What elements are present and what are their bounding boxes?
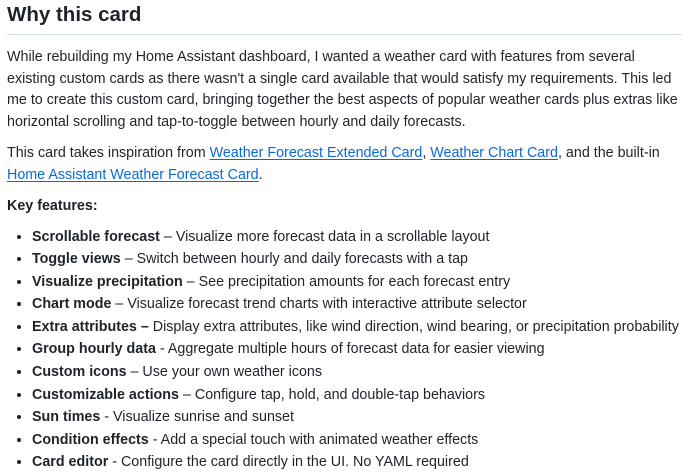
feature-name: Visualize precipitation	[32, 273, 183, 290]
weather-chart-card-link[interactable]: Weather Chart Card	[430, 145, 558, 161]
feature-description: – Switch between hourly and daily forecasts with a tap	[120, 251, 469, 268]
feature-name: Extra attributes –	[32, 318, 149, 335]
feature-name: Chart mode	[32, 296, 112, 313]
list-item	[32, 452, 682, 474]
inspiration-separator-2: , and the built-in	[557, 145, 660, 161]
feature-description: - Add a special touch with animated weather effects	[148, 431, 479, 448]
feature-description: - Configure the card directly in the UI. No YAML required	[108, 454, 469, 471]
intro-paragraph: While rebuilding my Home Assistant dashboard, I wanted a weather card with features from several existing custom cards as there wasn't a single card available that would satisfy my requirements. This led me to create this custom card, bringing together the best aspects of popular weather cards plus extras like horizontal scrolling and tap-to-toggle between hourly and daily forecasts.	[7, 49, 678, 130]
feature-description: – Use your own weather icons	[126, 364, 323, 381]
section-heading: Why this card	[7, 0, 682, 35]
list-item	[32, 362, 682, 384]
feature-name: Customizable actions	[32, 386, 179, 403]
list-item	[32, 339, 682, 361]
inspiration-paragraph	[7, 143, 682, 186]
feature-description: – Configure tap, hold, and double-tap behaviors	[178, 386, 485, 403]
list-item	[32, 272, 682, 294]
list-item	[32, 294, 682, 316]
home-assistant-weather-forecast-card-link[interactable]: Home Assistant Weather Forecast Card	[7, 166, 259, 183]
list-item	[32, 385, 682, 407]
weather-forecast-extended-card-link[interactable]: Weather Forecast Extended Card	[209, 145, 423, 161]
feature-name: Group hourly data	[32, 341, 156, 358]
feature-description: – Visualize forecast trend charts with interactive attribute selector	[111, 296, 527, 313]
list-item	[32, 317, 682, 339]
list-item	[32, 249, 682, 271]
inspiration-prefix: This card takes inspiration from	[7, 145, 210, 161]
inspiration-suffix: .	[258, 166, 263, 183]
features-heading: Key features:	[7, 198, 98, 214]
list-item	[32, 407, 682, 429]
feature-name: Condition effects	[32, 431, 149, 448]
inspiration-separator-1: ,	[422, 145, 431, 161]
list-item	[32, 430, 682, 452]
feature-description: – Visualize more forecast data in a scrollable layout	[159, 228, 490, 245]
feature-name: Toggle views	[32, 251, 121, 268]
list-item	[32, 227, 682, 249]
feature-description: Display extra attributes, like wind direction, wind bearing, or precipitation probability	[148, 318, 679, 335]
feature-description: - Visualize sunrise and sunset	[100, 409, 294, 426]
feature-name: Sun times	[32, 409, 101, 426]
features-list	[7, 227, 682, 474]
feature-name: Card editor	[32, 454, 109, 471]
feature-description: - Aggregate multiple hours of forecast data for easier viewing	[155, 341, 545, 358]
feature-description: – See precipitation amounts for each forecast entry	[182, 273, 511, 290]
feature-name: Custom icons	[32, 364, 127, 381]
feature-name: Scrollable forecast	[32, 228, 160, 245]
